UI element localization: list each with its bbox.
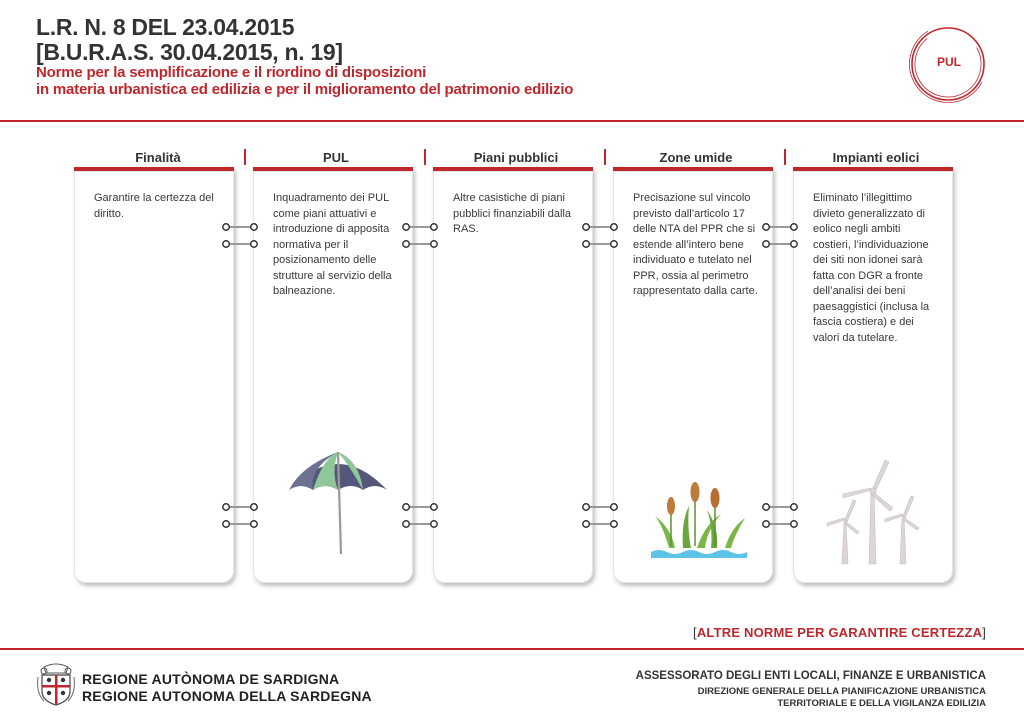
subtitle-line-2: in materia urbanistica ed edilizia e per il miglioramento del patrimonio edilizio xyxy=(36,81,574,98)
column-title-pul: PUL xyxy=(323,150,349,165)
title-separator xyxy=(244,149,246,165)
binder-ring-icon xyxy=(762,501,798,513)
subtitle-line-1: Norme per la semplificazione e il riordino di disposizioni xyxy=(36,64,427,81)
binder-ring-icon xyxy=(402,501,438,513)
department-name: ASSESSORATO DEGLI ENTI LOCALI, FINANZE E URBANISTICA xyxy=(635,670,986,682)
column-title-finalita: Finalità xyxy=(135,150,181,165)
header-divider xyxy=(0,120,1024,122)
panel-piani-pubblici xyxy=(433,167,593,583)
directorate-line-1: DIREZIONE GENERALE DELLA PIANIFICAZIONE URBANISTICA xyxy=(697,686,986,697)
binder-ring-icon xyxy=(222,221,258,233)
footer-divider xyxy=(0,648,1024,650)
binder-ring-icon xyxy=(762,221,798,233)
binder-ring-icon xyxy=(222,238,258,250)
title-separator xyxy=(784,149,786,165)
binder-ring-icon xyxy=(582,238,618,250)
column-title-zone-umide: Zone umide xyxy=(659,150,733,165)
binder-ring-icon xyxy=(582,518,618,530)
column-title-piani-pubblici: Piani pubblici xyxy=(473,150,559,165)
binder-ring-icon xyxy=(402,221,438,233)
panel-text: Eliminato l’illegittimo divieto generalizzato di eolico negli ambiti costieri, l’individuazione dei siti non idonei sarà fatta con DGR a fronte dell’analisi dei beni paesaggistici (inclusa la fascia costiera) e dei valori da tutelare. xyxy=(813,192,930,344)
other-norms-tag: [ALTRE NORME PER GARANTIRE CERTEZZA] xyxy=(693,625,986,640)
panel-text: Inquadramento dei PUL come piani attuativi e introduzione di apposita normativa per il posizionamento delle strutture al servizio della balneazione. xyxy=(273,192,392,297)
law-title: L.R. N. 8 DEL 23.04.2015 xyxy=(36,14,295,40)
directorate-line-2: TERRITORIALE E DELLA VIGILANZA EDILIZIA xyxy=(777,698,986,709)
title-separator xyxy=(604,149,606,165)
sardinia-coat-of-arms-icon xyxy=(36,663,76,707)
badge-label: PUL xyxy=(937,55,961,69)
panel-text: Altre casistiche di piani pubblici finanziabili dalla RAS. xyxy=(453,192,572,235)
binder-ring-icon xyxy=(402,518,438,530)
title-separator xyxy=(424,149,426,165)
binder-ring-icon xyxy=(582,221,618,233)
other-norms-label: ALTRE NORME PER GARANTIRE CERTEZZA xyxy=(696,625,983,640)
binder-ring-icon xyxy=(222,501,258,513)
region-name-sardinian: REGIONE AUTÒNOMA DE SARDIGNA xyxy=(82,671,340,687)
panel-pul xyxy=(253,167,413,583)
region-name-italian: REGIONE AUTONOMA DELLA SARDEGNA xyxy=(82,688,372,704)
binder-ring-icon xyxy=(222,518,258,530)
binder-ring-icon xyxy=(402,238,438,250)
law-subtitle xyxy=(36,64,573,98)
buras-reference: [B.U.R.A.S. 30.04.2015, n. 19] xyxy=(36,39,343,65)
panel-zone-umide xyxy=(613,167,773,583)
panel-text: Precisazione sul vincolo previsto dall’articolo 17 delle NTA del PPR che si estende all’intero bene individuato e tutelato nel PPR, ossia al perimetro rappresentato dalla carte. xyxy=(633,192,758,297)
panel-text: Garantire la certezza del diritto. xyxy=(94,192,214,220)
beach-umbrella-icon xyxy=(283,446,393,556)
panel-impianti-eolici xyxy=(793,167,953,583)
wind-turbines-icon xyxy=(823,456,933,566)
cattail-reeds-icon xyxy=(649,476,749,561)
panel-finalita xyxy=(74,167,234,583)
column-title-impianti-eolici: Impianti eolici xyxy=(832,150,920,165)
binder-ring-icon xyxy=(762,238,798,250)
binder-ring-icon xyxy=(582,501,618,513)
binder-ring-icon xyxy=(762,518,798,530)
